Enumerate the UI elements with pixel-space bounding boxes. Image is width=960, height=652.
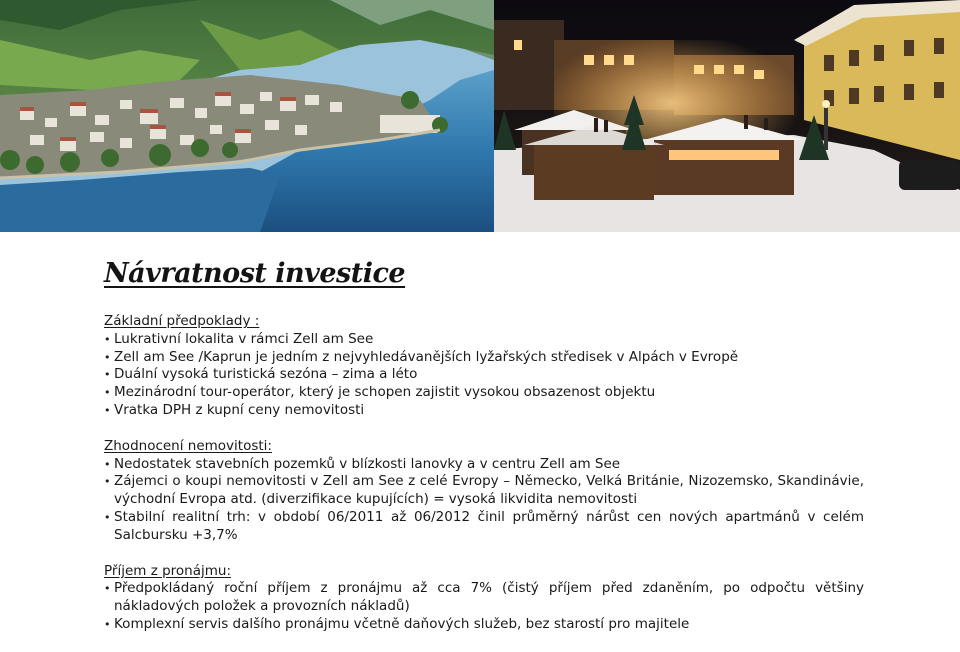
- list-item-text: Předpokládaný roční příjem z pronájmu až cca 7% (čistý příjem před zdaněním, po odpočtu většiny nákladových položek a provozních nákladů): [114, 580, 864, 615]
- section-heading: Zhodnocení nemovitosti:: [104, 437, 272, 454]
- list-item: [104, 509, 864, 545]
- content-body: [104, 313, 864, 652]
- list-item: [104, 331, 864, 349]
- section-property-appreciation: [104, 438, 864, 545]
- photo-christmas-market: [494, 0, 960, 232]
- bullet-list: [104, 456, 864, 545]
- list-item-text: Vratka DPH z kupní ceny nemovitosti: [114, 401, 365, 418]
- list-item-text: Zell am See /Kaprun je jedním z nejvyhledávanějších lyžařských středisek v Alpách v Evropě: [114, 348, 739, 365]
- bullet-list: [104, 580, 864, 633]
- list-item-text: Lukrativní lokalita v rámci Zell am See: [114, 330, 374, 347]
- page-title: Návratnost investice: [104, 258, 406, 289]
- list-item: [104, 384, 864, 402]
- list-item-text: Stabilní realitní trh: v období 06/2011 až 06/2012 činil průměrný nárůst cen nových apartmánů v celém Salcbursku +3,7%: [114, 508, 864, 543]
- list-item-text: Mezinárodní tour-operátor, který je schopen zajistit vysokou obsazenost objektu: [114, 384, 656, 401]
- list-item: [104, 366, 864, 384]
- section-rental-income: [104, 563, 864, 634]
- list-item-text: Duální vysoká turistická sezóna – zima a léto: [114, 366, 418, 383]
- photo-lake-town: [0, 0, 494, 232]
- list-item-text: Komplexní servis dalšího pronájmu včetně daňových služeb, bez starostí pro majitele: [114, 615, 690, 632]
- section-heading: Základní předpoklady :: [104, 313, 260, 329]
- list-item-text: Zájemci o koupi nemovitosti v Zell am See z celé Evropy – Německo, Velká Británie, Nizozemsko, Skandinávie, východní Evropa atd. (diverzifikace kupujících) = vysoká likvidita nemovitosti: [114, 473, 864, 508]
- list-item-text: Nedostatek stavebních pozemků v blízkosti lanovky a v centru Zell am See: [114, 455, 621, 472]
- section-heading: Příjem z pronájmu:: [104, 562, 231, 579]
- section-basic-assumptions: [104, 313, 864, 420]
- list-item: [104, 402, 864, 420]
- list-item: [104, 580, 864, 616]
- list-item: [104, 616, 864, 634]
- bullet-list: [104, 331, 864, 420]
- photo-banner: [0, 0, 960, 232]
- list-item: [104, 456, 864, 474]
- list-item: [104, 473, 864, 509]
- list-item: [104, 349, 864, 367]
